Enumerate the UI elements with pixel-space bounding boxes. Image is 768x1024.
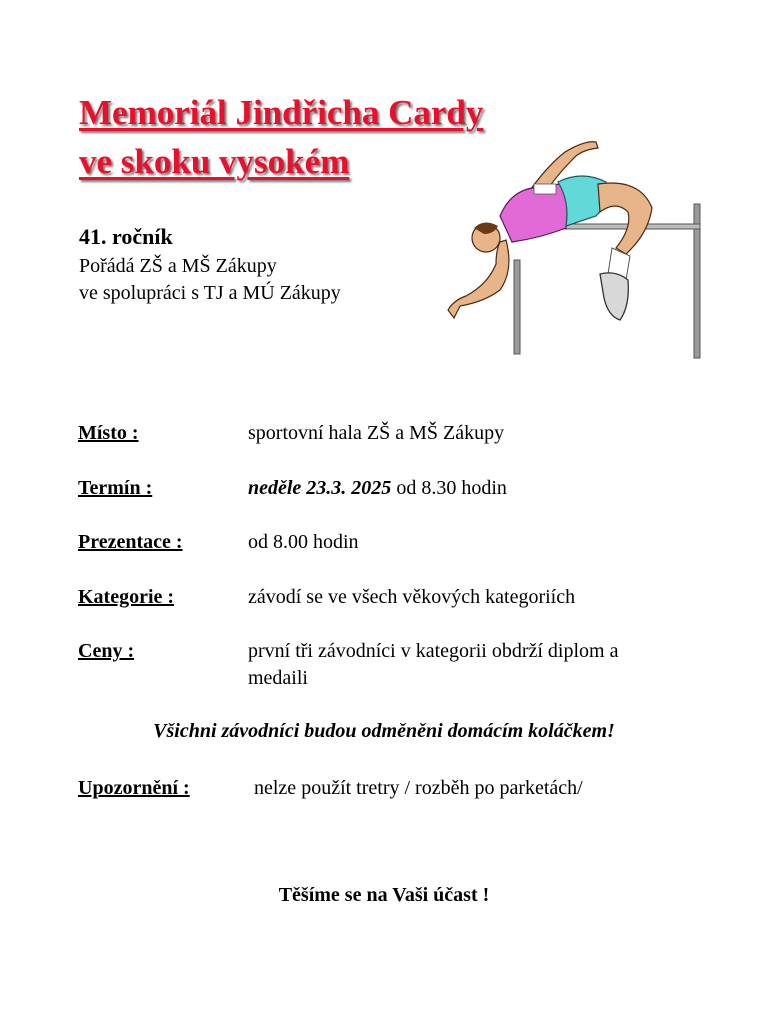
edition-label: 41. ročník [79, 224, 173, 249]
organizer-line-1: Pořádá ZŠ a MŠ Zákupy [79, 255, 277, 277]
event-date: neděle 23.3. 2025 [248, 477, 392, 499]
detail-label: Místo : [78, 422, 139, 444]
title-line-2: ve skoku vysokém [79, 142, 350, 181]
title-line-1: Memoriál Jindřicha Cardy [79, 93, 484, 132]
event-time: od 8.30 hodin [391, 477, 507, 499]
detail-value: první tři závodníci v kategorii obdrží diplom a medaili [248, 640, 619, 689]
detail-value: sportovní hala ZŠ a MŠ Zákupy [248, 422, 505, 444]
reward-note: Všichni závodníci budou odměněni domácím koláčkem! [153, 720, 615, 742]
warning-value: nelze použít tretry / rozběh po parketách/ [254, 777, 583, 799]
detail-value: od 8.00 hodin [248, 531, 359, 553]
detail-value: závodí se ve všech věkových kategoriích [248, 586, 576, 608]
detail-label: Kategorie : [78, 586, 175, 608]
detail-value [248, 475, 668, 502]
detail-label: Prezentace : [78, 531, 183, 553]
detail-label: Ceny : [78, 640, 135, 662]
detail-label: Termín : [78, 477, 153, 499]
page-title [79, 88, 483, 186]
closing-text: Těšíme se na Vaši účast ! [278, 884, 490, 906]
high-jump-athlete-icon [440, 130, 710, 366]
organizer-line-2: ve spolupráci s TJ a MÚ Zákupy [79, 282, 341, 304]
warning-label: Upozornění : [78, 777, 190, 799]
